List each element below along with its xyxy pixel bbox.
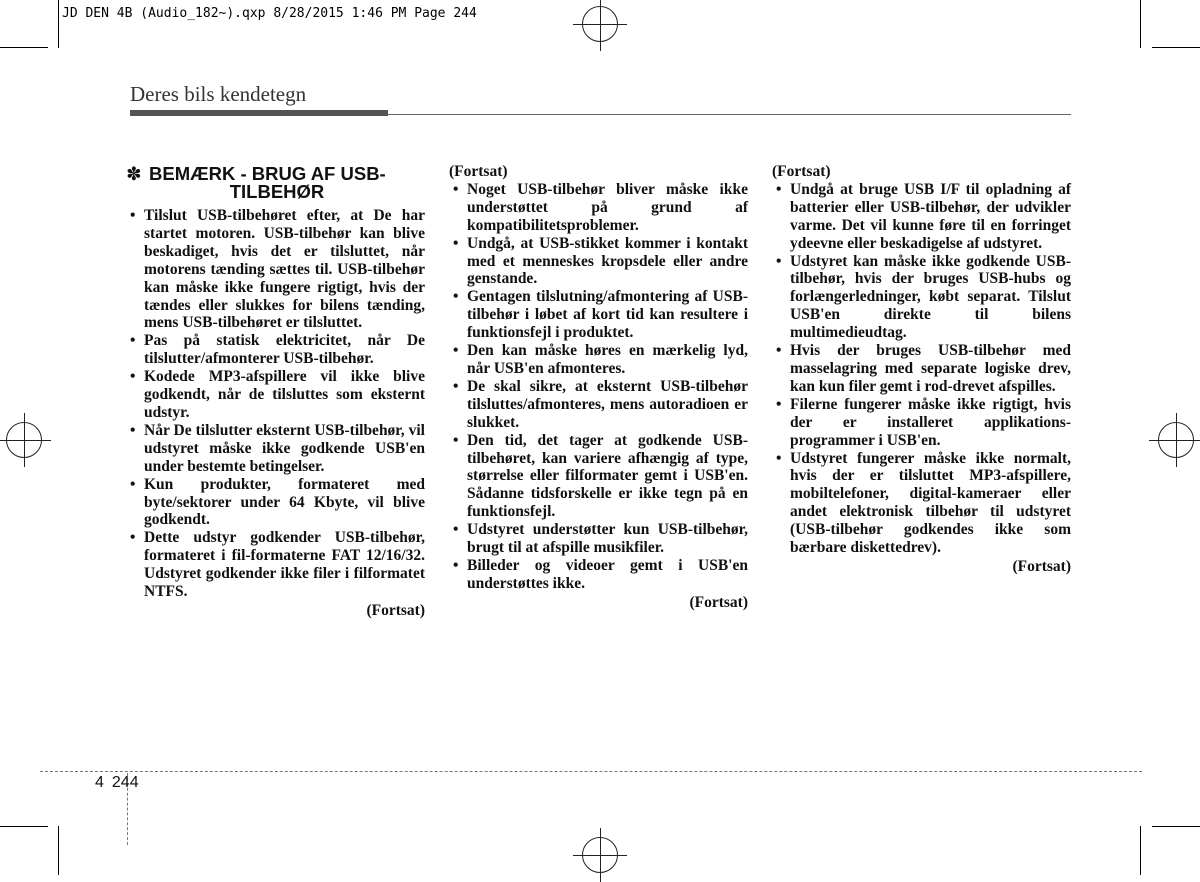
list-item: • Pas på statisk elektricitet, når De tilslutter/afmonterer USB-tilbehør. (126, 332, 425, 368)
list-item: • Gentagen tilslutning/afmontering af USB-tilbehør i løbet af kort tid kan resultere i funktionsfejl i produktet. (449, 288, 748, 342)
list-item: • De skal sikre, at eksternt USB-tilbehør tilsluttes/afmonteres, mens autoradioen er slukket. (449, 378, 748, 432)
crop-mark (1140, 0, 1141, 48)
list-item: • Undgå, at USB-stikket kommer i kontakt med et menneskes kropsdele eller andre genstande. (449, 235, 748, 289)
list-item: • Udstyret fungerer måske ikke normalt, hvis der er tilsluttet MP3-afspillere, mobiltelefoner, digital-kameraer eller andet elektronisk tilbehør til udstyret (USB-tilbehør godkendes ikke som bærbare diskettedrev). (772, 450, 1071, 557)
note-star-icon: ✽ (126, 163, 142, 184)
list-item: • Kodede MP3-afspillere vil ikke blive godkendt, når de tilsluttes som eksternt udstyr. (126, 368, 425, 422)
list-item: • Tilslut USB-tilbehøret efter, at De har startet motoren. USB-tilbehør kan blive beskadiget, hvis det er tilsluttet, når motorens tænding sættes til. USB-tilbehør kan måske ikke fungere rigtigt, hvis der tændes eller slukkes for bilens tænding, mens USB-tilbehøret er tilsluttet. (126, 207, 425, 332)
continued-label: (Fortsat) (772, 163, 831, 180)
header-rule (388, 114, 1071, 115)
list-item: • Kun produkter, formateret med byte/sektorer under 64 Kbyte, vil blive godkendt. (126, 476, 425, 530)
crop-mark (58, 0, 59, 48)
list-item: • Dette udstyr godkender USB-tilbehør, formateret i fil-formaterne FAT 12/16/32. Udstyret godkender ikke filer i filformatet NTFS. (126, 529, 425, 601)
continued-label: (Fortsat) (689, 593, 748, 611)
page-number-value: 244 (111, 774, 139, 791)
text-column-1 (126, 163, 425, 620)
text-column-3 (772, 163, 1071, 576)
note-title-line2: TILBEHØR (229, 181, 325, 202)
crop-mark (0, 47, 48, 48)
registration-mark-top (582, 6, 618, 42)
continued-label: (Fortsat) (366, 601, 425, 619)
registration-mark-left (6, 422, 42, 458)
list-item: • Billeder og videoer gemt i USB'en understøttes ikke. (449, 557, 748, 593)
list-item: • Når De tilslutter eksternt USB-tilbehør, vil udstyret måske ikke godkende USB'en under bestemte betingelser. (126, 422, 425, 476)
footer-rule (40, 771, 1142, 772)
note-title-line1: BEMÆRK - BRUG AF USB- (149, 163, 386, 184)
bullet-list (449, 181, 748, 593)
text-column-2 (449, 163, 748, 612)
print-slug: JD DEN 4B (Audio_182~).qxp 8/28/2015 1:46 PM Page 244 (62, 6, 477, 21)
page-number (95, 774, 139, 792)
list-item: • Den kan måske høres en mærkelig lyd, når USB'en afmonteres. (449, 342, 748, 378)
list-item: • Udstyret kan måske ikke godkende USB-tilbehør, hvis der bruges USB-hubs og forlængerledninger, købt separat. Tilslut USB'en direkte til bilens multimedieudtag. (772, 253, 1071, 343)
list-item: • Filerne fungerer måske ikke rigtigt, hvis der er installeret applikations-programmer i USB'en. (772, 396, 1071, 450)
section-title: Deres bils kendetegn (130, 82, 307, 106)
header-bar (130, 110, 388, 116)
crop-mark (1152, 47, 1200, 48)
list-item: • Den tid, det tager at godkende USB-tilbehøret, kan variere afhængig af type, størrelse eller filformater gemt i USB'en. Sådanne tidsforskelle er ikke tegn på en funktionsfejl. (449, 432, 748, 522)
bullet-list (772, 181, 1071, 557)
registration-mark-bottom (582, 837, 618, 873)
list-item: • Udstyret understøtter kun USB-tilbehør, brugt til at afspille musikfiler. (449, 521, 748, 557)
crop-mark (1140, 826, 1141, 875)
crop-mark (1152, 826, 1200, 827)
continued-label: (Fortsat) (1012, 557, 1071, 575)
crop-mark (0, 826, 48, 827)
list-item: • Noget USB-tilbehør bliver måske ikke understøttet på grund af kompatibilitetsproblemer. (449, 181, 748, 235)
chapter-number: 4 (95, 774, 104, 791)
registration-mark-right (1158, 422, 1194, 458)
list-item: • Hvis der bruges USB-tilbehør med masselagring med separate logiske drev, kan kun filer gemt i rod-drevet afspilles. (772, 342, 1071, 396)
bullet-list (126, 207, 425, 601)
list-item: • Undgå at bruge USB I/F til opladning af batterier eller USB-tilbehør, der udvikler varme. Det vil kunne føre til en forringet ydeevne eller beskadigelse af udstyret. (772, 181, 1071, 253)
note-title (126, 165, 425, 201)
crop-mark (58, 826, 59, 875)
continued-label: (Fortsat) (449, 163, 508, 180)
